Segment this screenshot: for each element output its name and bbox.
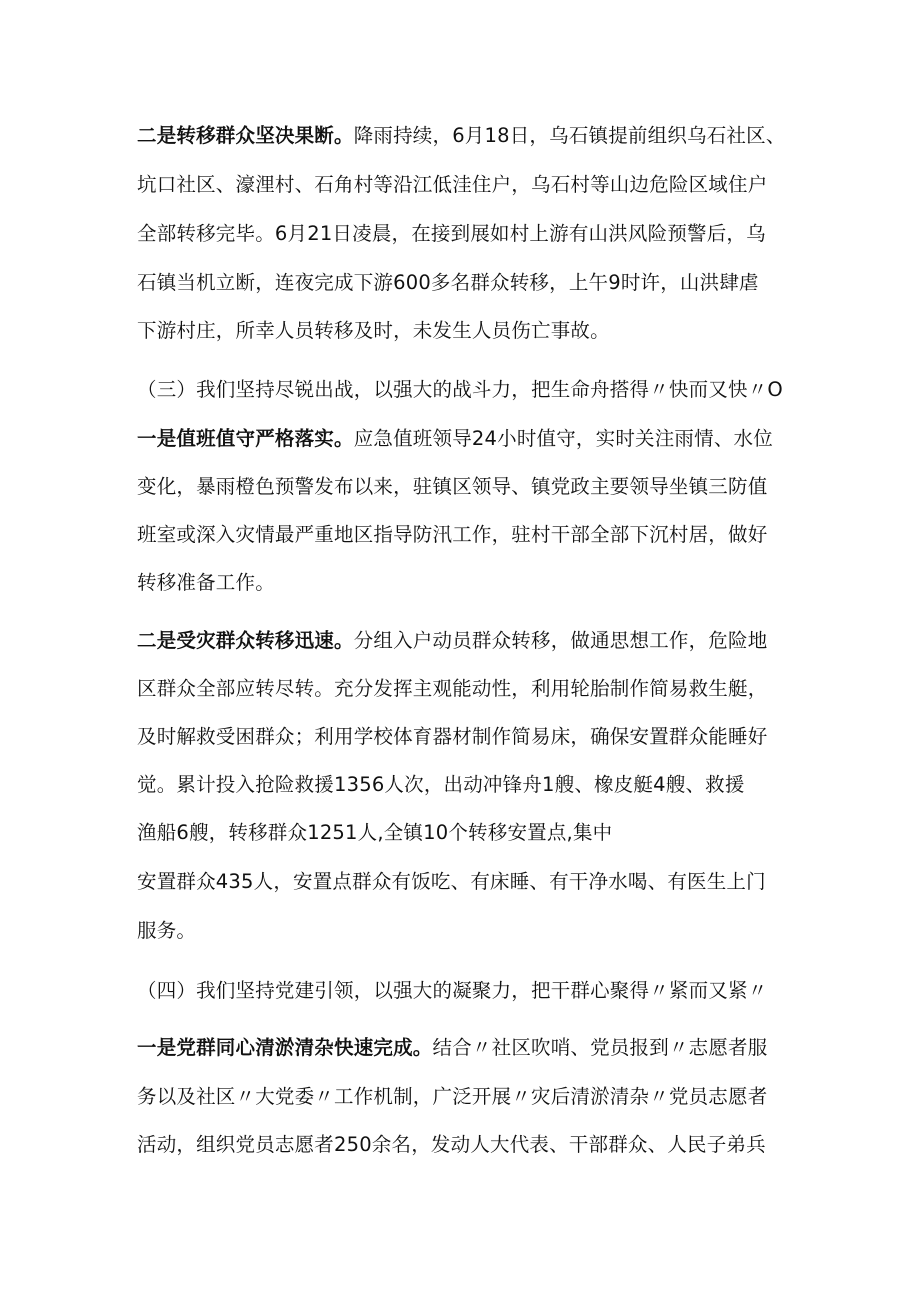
- line-text: （三）我们坚持尽锐出战，以强大的战斗力，把生命舟搭得〃快而又快〃O: [137, 378, 783, 401]
- text-line: [137, 869, 837, 895]
- line-text: 及时解救受困群众；利用学校体育器材制作简易床，确保安置群众能睡好: [137, 725, 768, 748]
- line-text: 渔船6艘，转移群众1251人,全镇10个转移安置点,集中: [137, 821, 613, 844]
- section-heading: [137, 978, 837, 1004]
- bold-heading: 二是转移群众坚决果断。: [137, 124, 354, 147]
- text-line: [137, 474, 837, 500]
- line-text: 降雨持续，6月18日，乌石镇提前组织乌石社区、: [353, 124, 786, 147]
- text-line: [137, 318, 837, 344]
- text-line: [137, 918, 837, 944]
- line-text: （四）我们坚持党建引领，以强大的凝聚力，把干群心聚得〃紧而又紧〃: [137, 979, 768, 1002]
- text-line: [137, 123, 837, 149]
- text-line: [137, 1084, 837, 1110]
- line-text: 坑口社区、濠浬村、石角村等沿江低洼住户，乌石村等山边危险区域住户: [137, 173, 768, 196]
- line-text: 服务。: [137, 919, 197, 942]
- text-line: [137, 426, 837, 452]
- line-text: 全部转移完毕。6月21日凌晨，在接到展如村上游有山洪风险预警后，乌: [137, 222, 766, 245]
- line-text: 班室或深入灾情最严重地区指导防汛工作，驻村干部全部下沉村居，做好: [137, 523, 768, 546]
- line-text: 活动，组织党员志愿者250余名，发动人大代表、干部群众、人民子弟兵: [137, 1133, 766, 1156]
- text-line: [137, 820, 837, 846]
- text-line: [137, 1132, 837, 1158]
- line-text: 下游村庄，所幸人员转移及时，未发生人员伤亡事故。: [137, 319, 610, 342]
- line-text: 变化，暴雨橙色预警发布以来，驻镇区领导、镇党政主要领导坐镇三防值: [137, 475, 768, 498]
- text-line: [137, 1035, 837, 1061]
- text-line: [137, 522, 837, 548]
- text-line: [137, 270, 837, 296]
- text-line: [137, 772, 837, 798]
- text-line: [137, 221, 837, 247]
- text-line: [137, 676, 837, 702]
- line-text: 区群众全部应转尽转。充分发挥主观能动性，利用轮胎制作简易救生艇，: [137, 677, 768, 700]
- bold-heading: 一是党群同心清淤清杂快速完成。: [137, 1036, 433, 1059]
- text-line: [137, 628, 837, 654]
- line-text: 安置群众435人，安置点群众有饭吃、有床睡、有干净水喝、有医生上门: [137, 870, 766, 893]
- section-heading: [137, 377, 837, 403]
- line-text: 觉。累计投入抢险救援1356人次，出动冲锋舟1艘、橡皮艇4艘、救援: [137, 773, 745, 796]
- line-text: 石镇当机立断，连夜完成下游600多名群众转移，上午9时许，山洪肆虐: [137, 271, 759, 294]
- line-text: 应急值班领导24小时值守，实时关注雨情、水位: [353, 427, 773, 450]
- line-text: 转移准备工作。: [137, 571, 275, 594]
- bold-heading: 二是受灾群众转移迅速。: [137, 629, 354, 652]
- text-line: [137, 570, 837, 596]
- text-line: [137, 172, 837, 198]
- line-text: 结合〃社区吹哨、党员报到〃志愿者服: [432, 1036, 768, 1059]
- line-text: 务以及社区〃大党委〃工作机制，广泛开展〃灾后清淤清杂〃党员志愿者: [137, 1085, 768, 1108]
- text-line: [137, 724, 837, 750]
- bold-heading: 一是值班值守严格落实。: [137, 427, 354, 450]
- line-text: 分组入户动员群众转移，做通思想工作，危险地: [353, 629, 768, 652]
